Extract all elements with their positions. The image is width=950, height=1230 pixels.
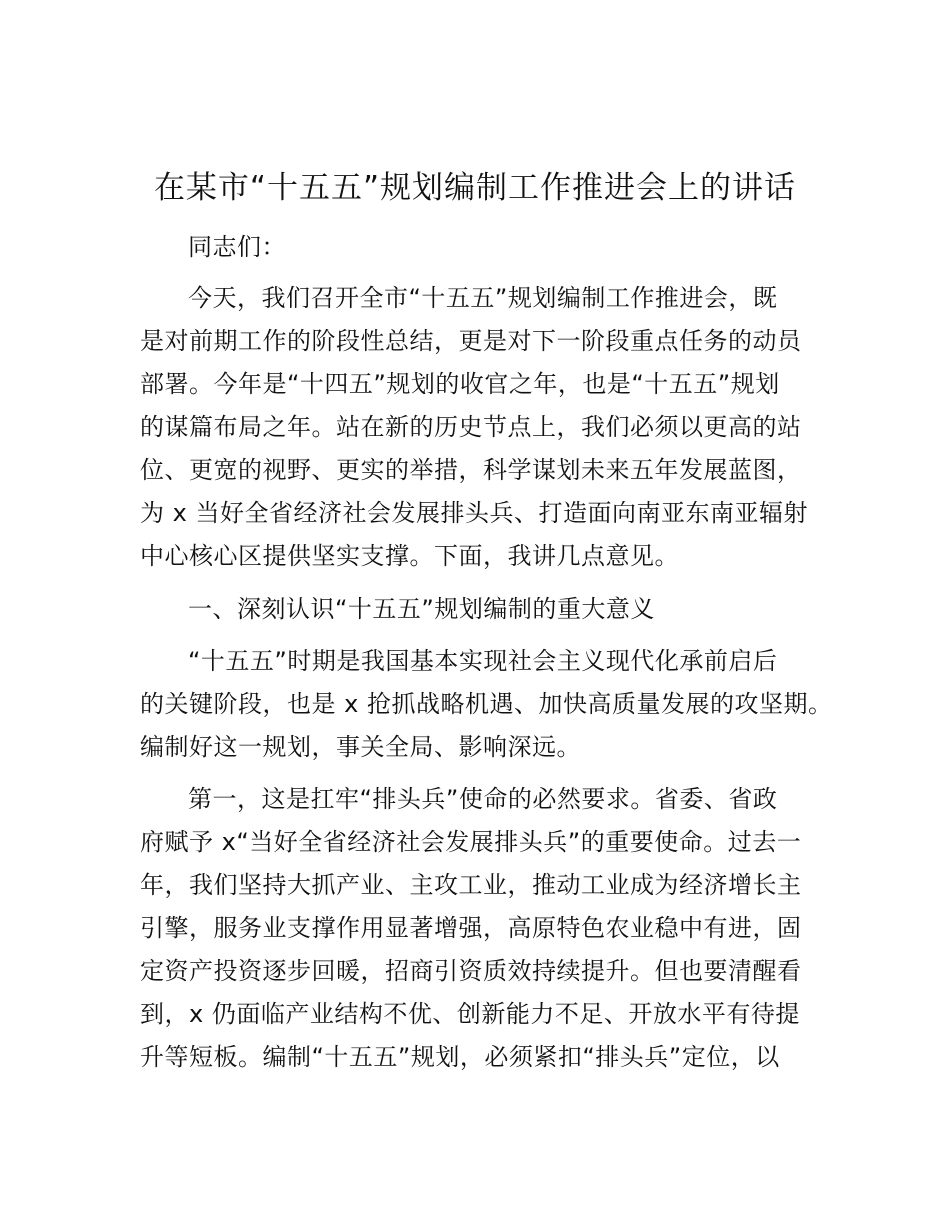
paragraph-line: 是对前期工作的阶段性总结，更是对下一阶段重点任务的动员 xyxy=(140,327,802,355)
paragraph-line: 部署。今年是“十四五”规划的收官之年，也是“十五五”规划 xyxy=(140,370,780,398)
paragraph-line: 位、更宽的视野、更实的举措，科学谋划未来五年发展蓝图， xyxy=(140,456,802,484)
section-heading-text: 一、深刻认识“十五五”规划编制的重大意义 xyxy=(188,595,655,623)
paragraph-line: “十五五”时期是我国基本实现社会主义现代化承前启后 xyxy=(188,647,778,675)
paragraph-line: 编制好这一规划，事关全局、影响深远。 xyxy=(140,733,581,761)
paragraph-line: 到，x 仍面临产业结构不优、创新能力不足、开放水平有待提 xyxy=(140,1000,800,1028)
paragraph-line: 的关键阶段，也是 x 抢抓战略机遇、加快高质量发展的攻坚期。 xyxy=(140,690,833,718)
paragraph-first-point xyxy=(140,778,820,1079)
paragraph-line: 今天，我们召开全市“十五五”规划编制工作推进会，既 xyxy=(188,284,778,312)
paragraph-line: 中心核心区提供坚实支撑。下面，我讲几点意见。 xyxy=(140,542,679,570)
paragraph-significance xyxy=(140,640,833,769)
paragraph-intro xyxy=(140,277,820,578)
paragraph-line: 的谋篇布局之年。站在新的历史节点上，我们必须以更高的站 xyxy=(140,413,802,441)
paragraph-line: 升等短板。编制“十五五”规划，必须紧扣“排头兵”定位，以 xyxy=(140,1043,780,1071)
section-heading xyxy=(140,588,820,631)
document-title: 在某市“十五五”规划编制工作推进会上的讲话 xyxy=(153,170,797,206)
paragraph-line: 引擎，服务业支撑作用显著增强，高原特色农业稳中有进，固 xyxy=(140,914,802,942)
salutation-text: 同志们： xyxy=(188,233,286,261)
paragraph-line: 定资产投资逐步回暖，招商引资质效持续提升。但也要清醒看 xyxy=(140,957,802,985)
paragraph-line: 年，我们坚持大抓产业、主攻工业，推动工业成为经济增长主 xyxy=(140,871,802,899)
salutation xyxy=(140,226,820,269)
paragraph-line: 府赋予 x“当好全省经济社会发展排头兵”的重要使命。过去一 xyxy=(140,828,802,856)
paragraph-line: 为 x 当好全省经济社会发展排头兵、打造面向南亚东南亚辐射 xyxy=(140,499,808,527)
paragraph-line: 第一，这是扛牢“排头兵”使命的必然要求。省委、省政 xyxy=(188,785,778,813)
